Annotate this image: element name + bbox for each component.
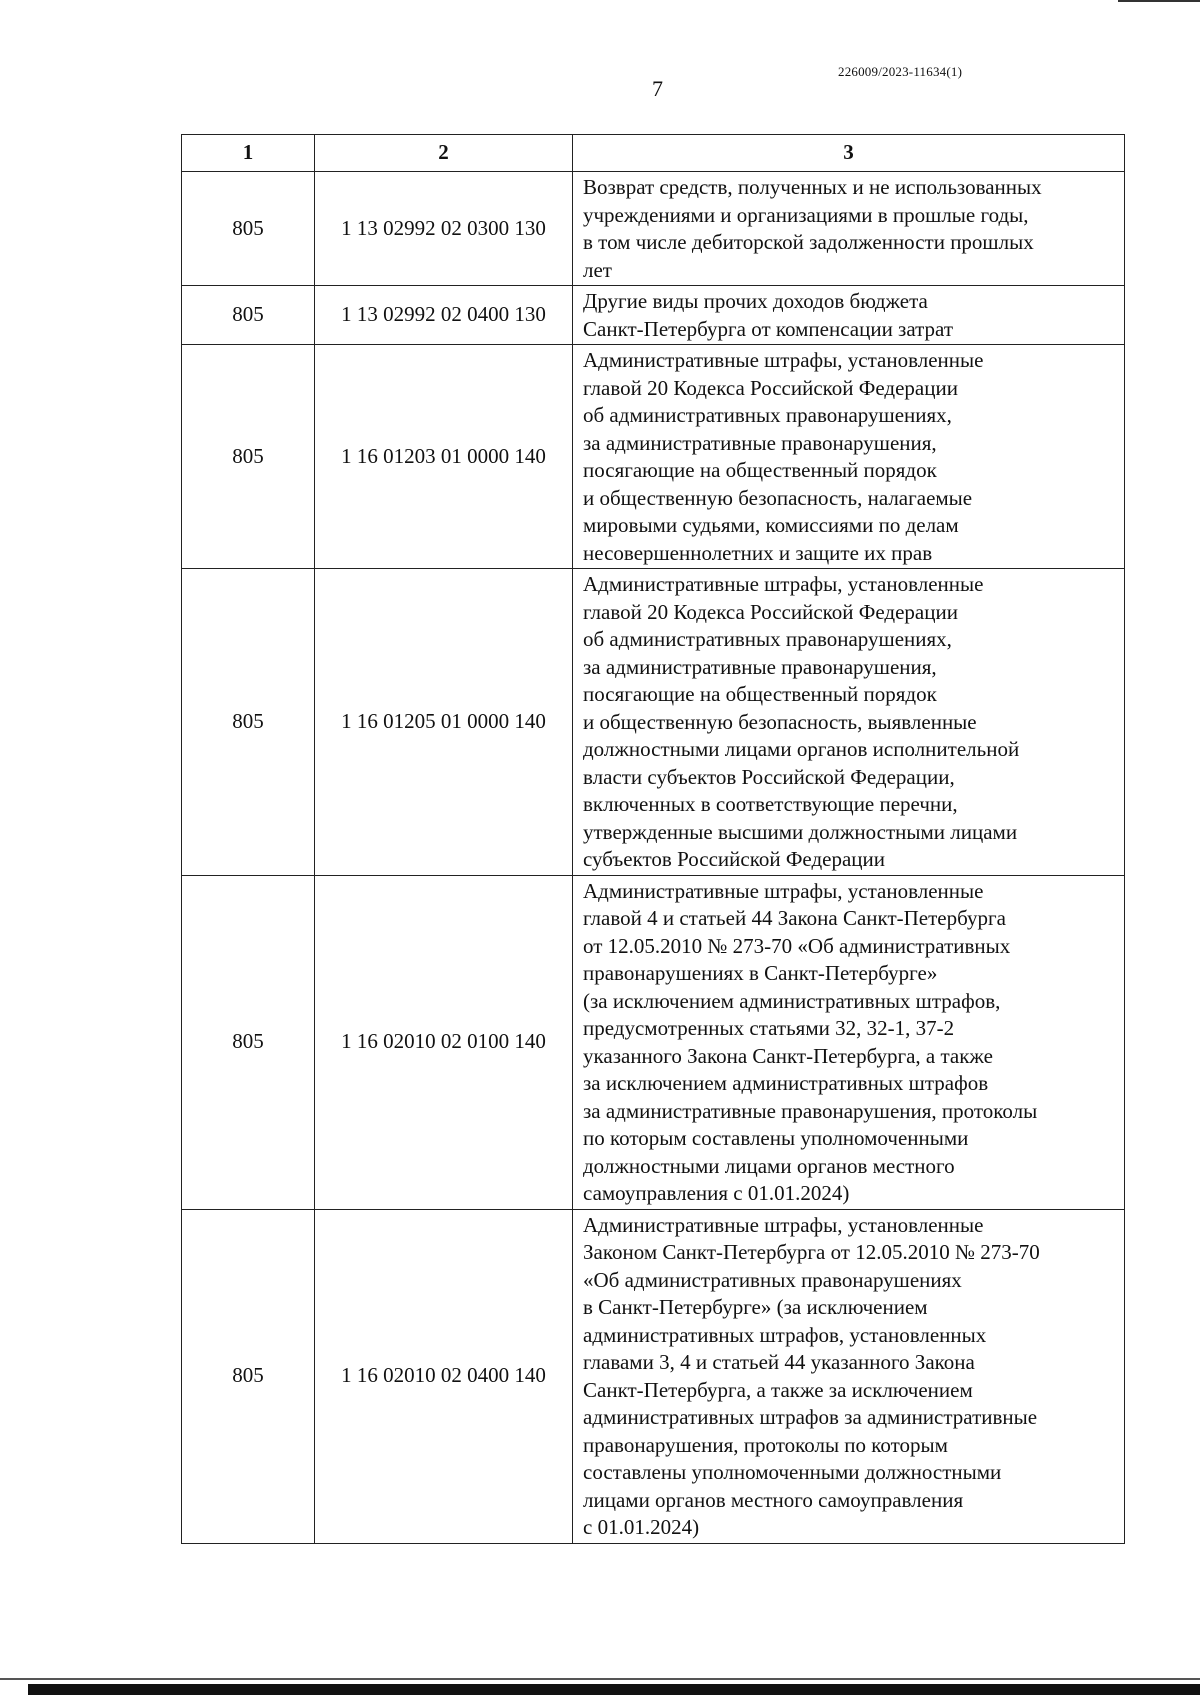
document-registration-number: 226009/2023-11634(1): [838, 64, 963, 79]
kbk-code-cell: 1 13 02992 02 0400 130: [315, 286, 573, 345]
scan-edge-line: [1118, 0, 1200, 2]
column-header-1: 1: [182, 135, 315, 172]
description-cell: Административные штрафы, установленные главой 4 и статьей 44 Закона Санкт-Петербурга от 12.05.2010 № 273-70 «Об административных правонарушениях в Санкт-Петербурге» (за исключением административных штрафов, предусмотренных статьями 32, 32-1, 37-2 указанного Закона Санкт-Петербурга, а также за исключением административных штрафов за административные правонарушения, протоколы по которым составлены уполномоченными должностными лицами органов местного самоуправления с 01.01.2024): [573, 875, 1125, 1209]
column-header-3: 3: [573, 135, 1125, 172]
income-codes-table: [181, 134, 1125, 1544]
kbk-code-cell: 1 13 02992 02 0300 130: [315, 172, 573, 286]
scan-bottom-band: [28, 1684, 1200, 1695]
description-cell: Административные штрафы, установленные Законом Санкт-Петербурга от 12.05.2010 № 273-70 «Об административных правонарушениях в Санкт-Петербурге» (за исключением административных штрафов, установленных главами 3, 4 и статьей 44 указанного Закона Санкт-Петербурга, а также за исключением административных штрафов за административные правонарушения, протоколы по которым составлены уполномоченными должностными лицами органов местного самоуправления с 01.01.2024): [573, 1209, 1125, 1543]
kbk-code-cell: 1 16 02010 02 0100 140: [315, 875, 573, 1209]
description-cell: Административные штрафы, установленные главой 20 Кодекса Российской Федерации об административных правонарушениях, за административные правонарушения, посягающие на общественный порядок и общественную безопасность, выявленные должностными лицами органов исполнительной власти субъектов Российской Федерации, включенных в соответствующие перечни, утвержденные высшими должностными лицами субъектов Российской Федерации: [573, 569, 1125, 876]
description-cell: Другие виды прочих доходов бюджета Санкт-Петербурга от компенсации затрат: [573, 286, 1125, 345]
kbk-code-cell: 1 16 02010 02 0400 140: [315, 1209, 573, 1543]
description-cell: Административные штрафы, установленные главой 20 Кодекса Российской Федерации об административных правонарушениях, за административные правонарушения, посягающие на общественный порядок и общественную безопасность, налагаемые мировыми судьями, комиссиями по делам несовершеннолетних и защите их прав: [573, 345, 1125, 569]
admin-code-cell: 805: [182, 172, 315, 286]
admin-code-cell: 805: [182, 875, 315, 1209]
table-header-row: [182, 135, 1125, 172]
admin-code-cell: 805: [182, 286, 315, 345]
table-row: [182, 569, 1125, 876]
scan-bottom-line: [0, 1678, 1200, 1680]
table-row: [182, 1209, 1125, 1543]
admin-code-cell: 805: [182, 345, 315, 569]
table-row: [182, 345, 1125, 569]
page-number: 7: [652, 76, 663, 101]
table-row: [182, 875, 1125, 1209]
admin-code-cell: 805: [182, 569, 315, 876]
kbk-code-cell: 1 16 01205 01 0000 140: [315, 569, 573, 876]
table-row: [182, 172, 1125, 286]
admin-code-cell: 805: [182, 1209, 315, 1543]
kbk-code-cell: 1 16 01203 01 0000 140: [315, 345, 573, 569]
income-codes-table-wrapper: [181, 134, 1124, 1544]
table-row: [182, 286, 1125, 345]
description-cell: Возврат средств, полученных и не использованных учреждениями и организациями в прошлые годы, в том числе дебиторской задолженности прошлых лет: [573, 172, 1125, 286]
column-header-2: 2: [315, 135, 573, 172]
